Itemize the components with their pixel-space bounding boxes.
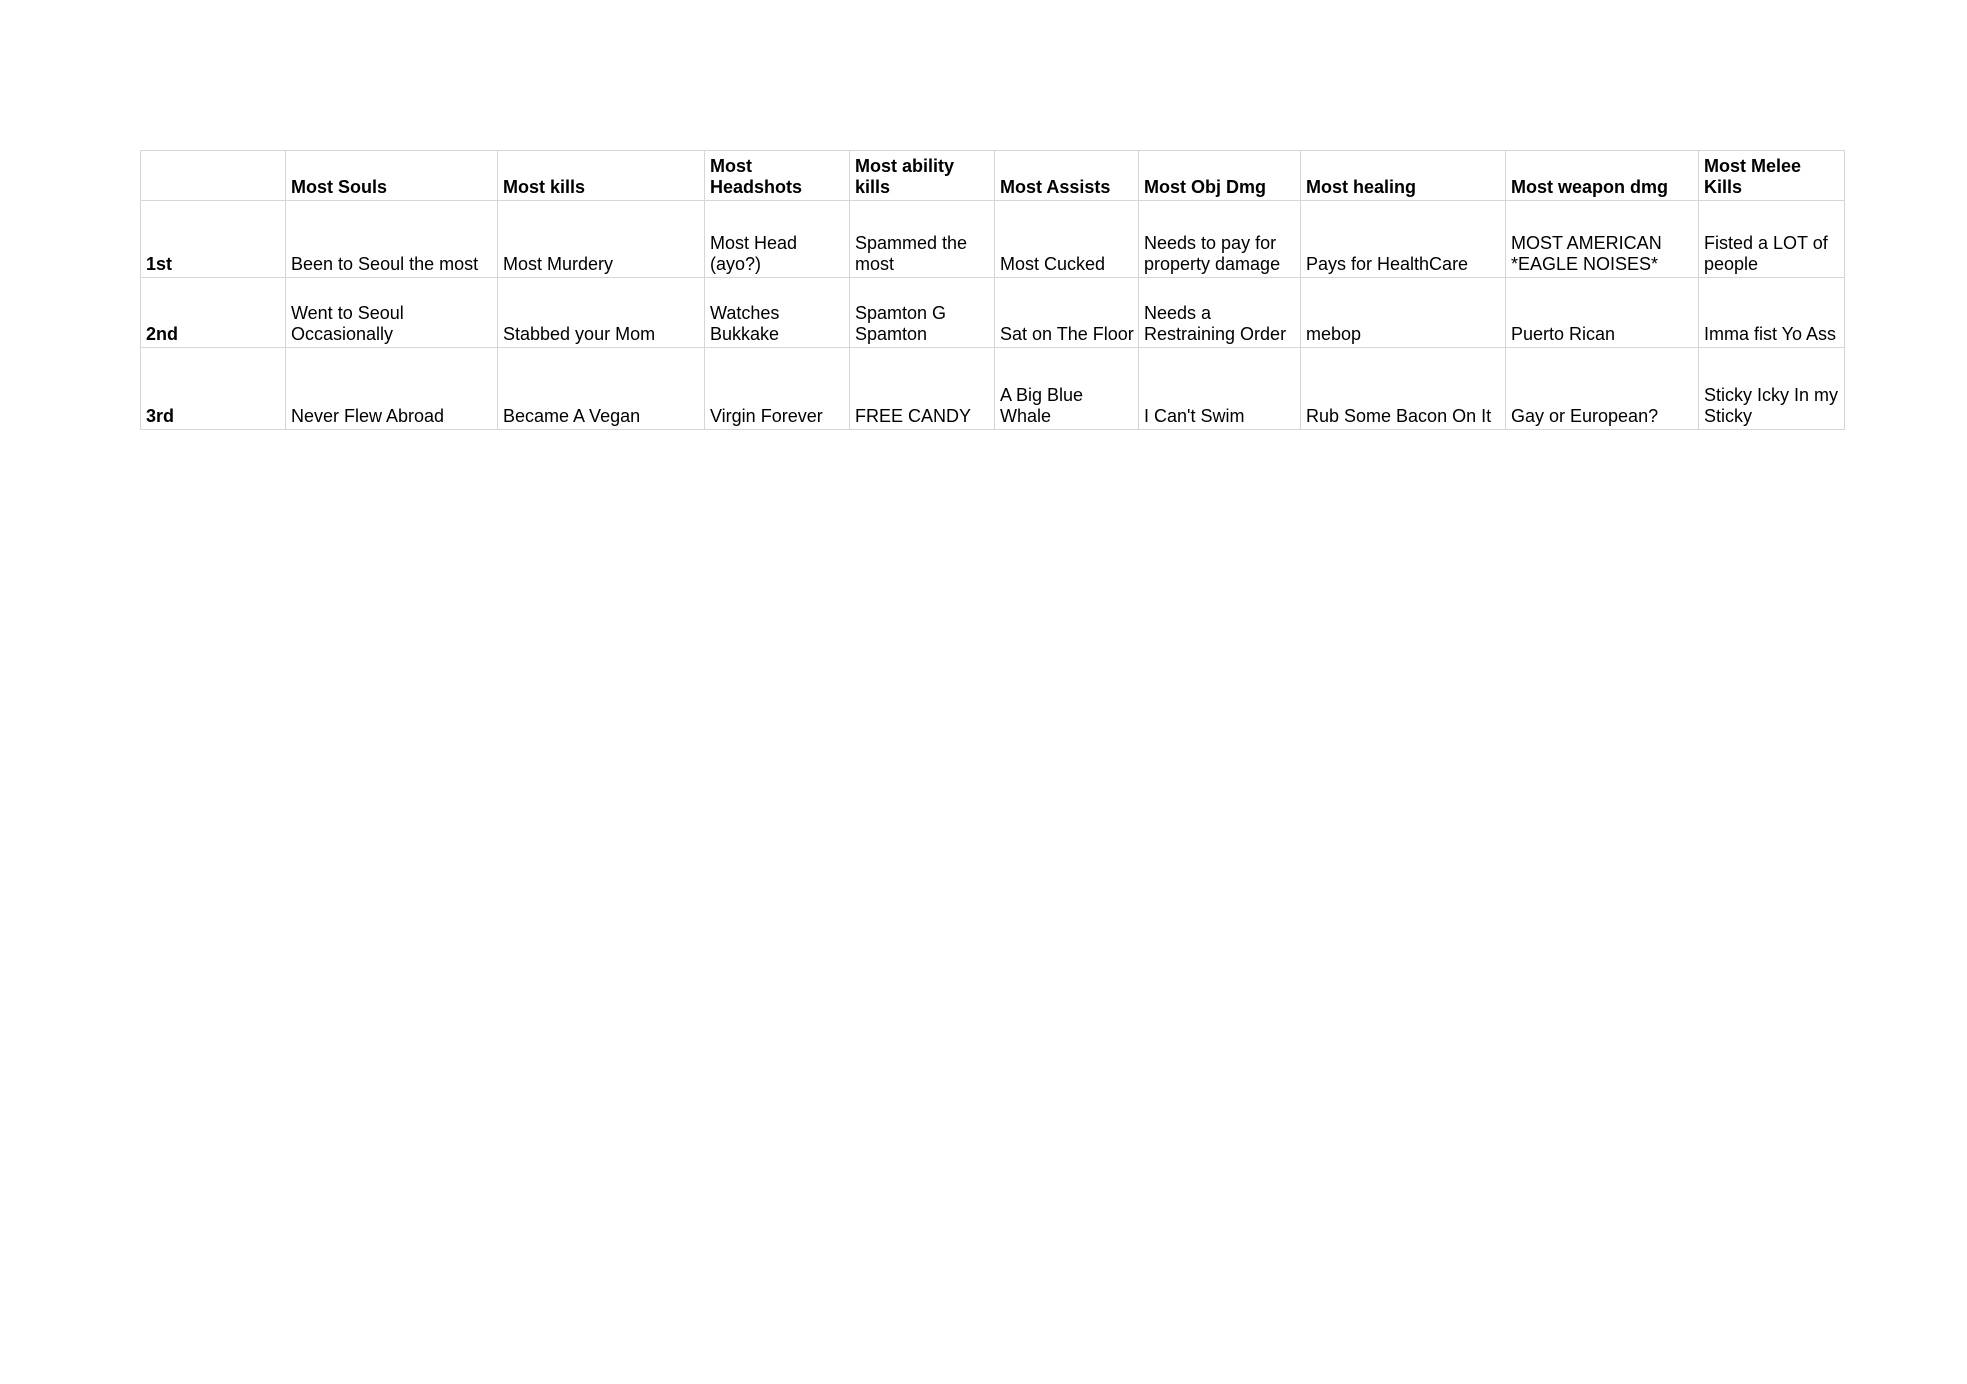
- table-cell: Needs a Restraining Order: [1139, 278, 1301, 348]
- table-cell: Pays for HealthCare: [1301, 201, 1506, 278]
- table-cell: I Can't Swim: [1139, 348, 1301, 430]
- rank-cell: 1st: [141, 201, 286, 278]
- table-cell: Gay or European?: [1506, 348, 1699, 430]
- table-cell: Most Head (ayo?): [705, 201, 850, 278]
- table-row: [141, 348, 1845, 430]
- rank-cell: 2nd: [141, 278, 286, 348]
- table-cell: Fisted a LOT of people: [1699, 201, 1845, 278]
- table-cell: Been to Seoul the most: [286, 201, 498, 278]
- table-cell: mebop: [1301, 278, 1506, 348]
- header-most-weapon-dmg: Most weapon dmg: [1506, 151, 1699, 201]
- table-cell: Needs to pay for property damage: [1139, 201, 1301, 278]
- header-most-headshots: Most Headshots: [705, 151, 850, 201]
- header-most-melee-kills: Most Melee Kills: [1699, 151, 1845, 201]
- header-most-assists: Most Assists: [995, 151, 1139, 201]
- table-cell: Stabbed your Mom: [498, 278, 705, 348]
- table-cell: Virgin Forever: [705, 348, 850, 430]
- header-most-obj-dmg: Most Obj Dmg: [1139, 151, 1301, 201]
- header-most-healing: Most healing: [1301, 151, 1506, 201]
- table-cell: Spamton G Spamton: [850, 278, 995, 348]
- table-cell: A Big Blue Whale: [995, 348, 1139, 430]
- table-cell: Sticky Icky In my Sticky: [1699, 348, 1845, 430]
- awards-table: [140, 150, 1845, 430]
- table-cell: Sat on The Floor: [995, 278, 1139, 348]
- header-most-kills: Most kills: [498, 151, 705, 201]
- table-cell: FREE CANDY: [850, 348, 995, 430]
- table-cell: Went to Seoul Occasionally: [286, 278, 498, 348]
- header-most-ability-kills: Most ability kills: [850, 151, 995, 201]
- table-cell: Imma fist Yo Ass: [1699, 278, 1845, 348]
- table-cell: Watches Bukkake: [705, 278, 850, 348]
- table-cell: Rub Some Bacon On It: [1301, 348, 1506, 430]
- table-cell: Most Murdery: [498, 201, 705, 278]
- rank-cell: 3rd: [141, 348, 286, 430]
- table-cell: Most Cucked: [995, 201, 1139, 278]
- table-cell: Spammed the most: [850, 201, 995, 278]
- table-cell: Became A Vegan: [498, 348, 705, 430]
- table-cell: Puerto Rican: [1506, 278, 1699, 348]
- header-row: [141, 151, 1845, 201]
- header-most-souls: Most Souls: [286, 151, 498, 201]
- table-cell: Never Flew Abroad: [286, 348, 498, 430]
- table-cell: MOST AMERICAN *EAGLE NOISES*: [1506, 201, 1699, 278]
- corner-cell: [141, 151, 286, 201]
- table-row: [141, 201, 1845, 278]
- table-row: [141, 278, 1845, 348]
